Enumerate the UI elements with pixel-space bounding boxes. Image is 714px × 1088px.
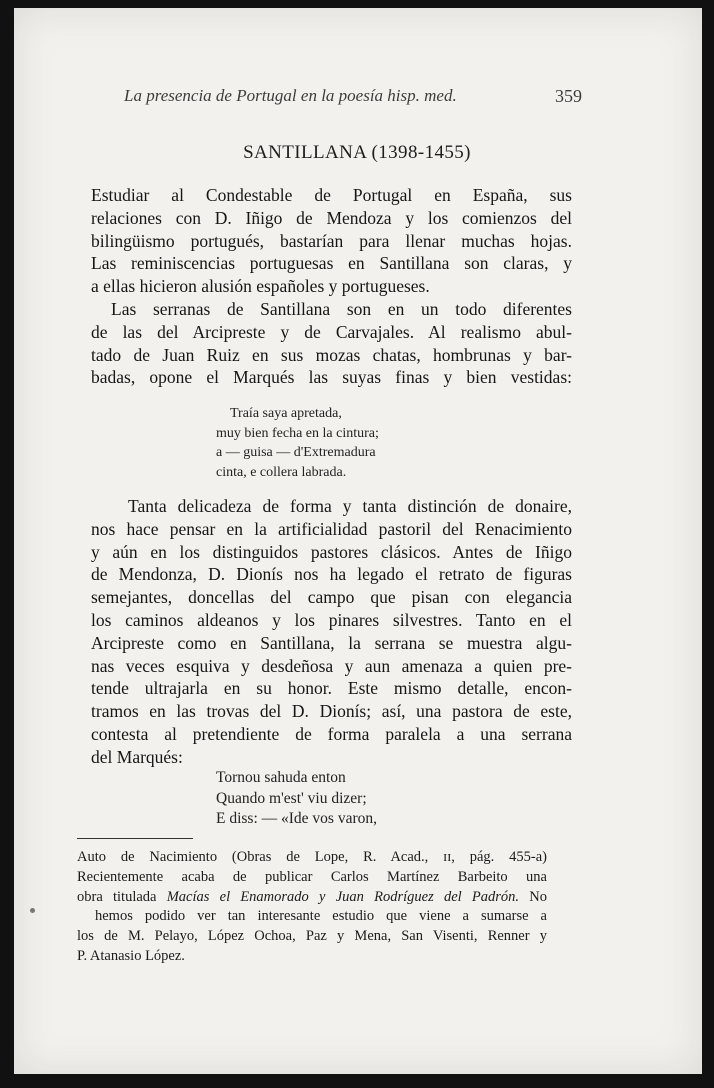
text-line: tado de Juan Ruiz en sus mozas chatas, hombrunas y bar- [91, 344, 572, 365]
text-line: tende ultrajarla en su honor. Este mismo detalle, encon- [91, 678, 572, 699]
text-line: bilingüismo portugués, bastarían para llenar muchas hojas. [91, 230, 572, 251]
text-line: Las reminiscencias portuguesas en Santillana son claras, y [91, 253, 572, 274]
footnote-line: Recientemente acaba de publicar Carlos Martínez Barbeito una [77, 868, 547, 885]
footnote-separator [77, 838, 193, 839]
text-line: Las serranas de Santillana son en un todo diferentes [111, 299, 572, 319]
text-line: tramos en las trovas del D. Dionís; así, una pastora de este, [91, 701, 572, 722]
footnote-line: los de M. Pelayo, López Ochoa, Paz y Mena, San Visenti, Renner y [77, 928, 547, 945]
text-line: del Marqués: [91, 746, 183, 767]
running-header [124, 86, 582, 106]
footnote-book-title: Macías el Enamorado y Juan Rodríguez del Padrón. [166, 888, 520, 905]
footnote-line [77, 888, 547, 908]
text-line: los caminos aldeanos y los pinares silvestres. Tanto en el [91, 609, 572, 630]
verse-quote-1 [216, 404, 379, 482]
verse-line: a — guisa — d'Extremadura [216, 445, 376, 460]
footnote-line: hemos podido ver tan interesante estudio que viene a sumarse a [95, 908, 547, 925]
paragraph-2 [91, 298, 572, 389]
text-line: Estudiar al Condestable de Portugal en España, sus [91, 185, 572, 205]
verse-line: E diss: — «Ide vos varon, [216, 810, 378, 827]
verse-line: Tornou sahuda enton [216, 769, 346, 786]
text-line: semejantes, doncellas del campo que pisan con elegancia [91, 587, 572, 608]
text-line: nas veces esquiva y desdeñosa y aun amenaza a quien pre- [91, 655, 572, 676]
text-line: Tanta delicadeza de forma y tanta distinción de donaire, [128, 496, 572, 516]
paragraph-1 [91, 184, 572, 298]
verse-line: muy bien fecha en la cintura; [216, 425, 379, 441]
text-line: y aún en los distinguidos pastores clásicos. Antes de Iñigo [91, 541, 572, 562]
text-line: badas, opone el Marqués las suyas finas y bien vestidas: [91, 367, 572, 388]
verse-line: Traía saya apretada, [230, 406, 342, 421]
footnote-text: No [519, 888, 547, 905]
text-line: contesta al pretendiente de forma paralela a una serrana [91, 723, 572, 744]
text-line: de las del Arcipreste y de Carvajales. Al realismo abul- [91, 321, 572, 342]
text-line: a ellas hicieron alusión españoles y portugueses. [91, 276, 430, 297]
page-number: 359 [555, 86, 582, 106]
footnote-text: obra titulada [77, 888, 167, 905]
footnote-line: P. Atanasio López. [77, 947, 185, 964]
text-line: Arcipreste como en Santillana, la serrana se muestra algu- [91, 632, 572, 653]
footnote-line: Auto de Nacimiento (Obras de Lope, R. Acad., ɪɪ, pág. 455-a) [77, 849, 547, 865]
text-line: nos hace pensar en la artificialidad pastoril del Renacimiento [91, 518, 572, 539]
verse-quote-2 [216, 768, 377, 830]
running-title: La presencia de Portugal en la poesía hisp. med. [124, 86, 457, 105]
verse-line: cinta, e collera labrada. [216, 464, 347, 480]
paragraph-3 [91, 495, 572, 769]
text-line: de Mendonza, D. Dionís nos ha legado el retrato de figuras [91, 564, 572, 585]
section-title: SANTILLANA (1398-1455) [243, 142, 471, 163]
paper-speck [30, 908, 35, 913]
book-page [14, 8, 702, 1074]
verse-line: Quando m'est' viu dizer; [216, 789, 367, 807]
footnotes [77, 848, 547, 967]
text-line: relaciones con D. Iñigo de Mendoza y los comienzos del [91, 207, 572, 228]
